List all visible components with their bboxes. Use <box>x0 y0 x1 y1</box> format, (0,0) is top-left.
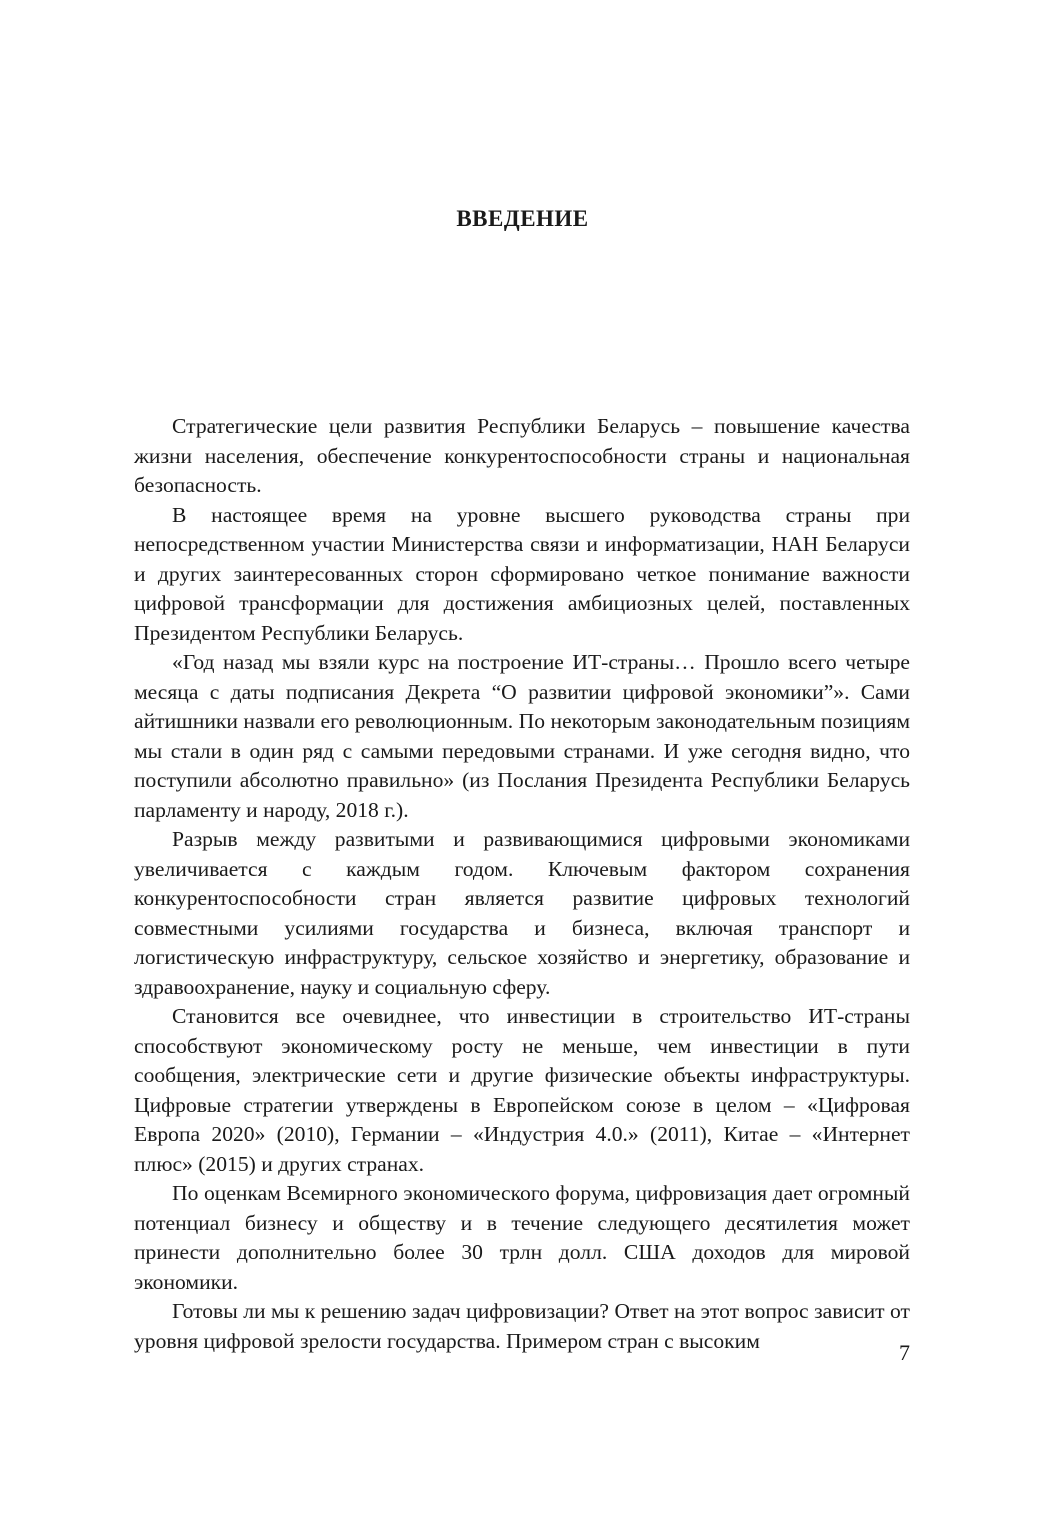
page-number: 7 <box>899 1340 910 1365</box>
paragraph: В настоящее время на уровне высшего руководства страны при непосредственном участии Министерства связи и информатизации, НАН Беларуси и других заинтересованных сторон сформировано четкое понимание важности цифровой трансформации для достижения амбициозных целей, поставленных Президентом Республики Беларусь. <box>134 502 910 645</box>
paragraph: По оценкам Всемирного экономического форума, цифровизация дает огромный потенциал бизнесу и обществу и в течение следующего десятилетия может принести дополнительно более 30 трлн долл. США доходов для мировой экономики. <box>134 1181 910 1294</box>
paragraph: «Год назад мы взяли курс на построение ИТ-страны… Прошло всего четыре месяца с даты подписания Декрета “О развитии цифровой экономики”». Сами айтишники назвали его революционным. По некоторым законодательным позициям мы стали в один ряд с самыми передовыми странами. И уже сегодня видно, что поступили абсолютно правильно» (из Послания Президента Республики Беларусь парламенту и народу, 2018 г.). <box>134 650 910 822</box>
paragraph: Становится все очевиднее, что инвестиции в строительство ИТ-страны способствуют экономическому росту не меньше, чем инвестиции в пути сообщения, электрические сети и другие физические объекты инфраструктуры. Цифровые стратегии утверждены в Европейском союзе в целом – «Цифровая Европа 2020» (2010), Германии – «Индустрия 4.0.» (2011), Китае – «Интернет плюс» (2015) и других странах. <box>134 1004 910 1176</box>
chapter-heading: ВВЕДЕНИЕ <box>456 206 589 231</box>
paragraph: Разрыв между развитыми и развивающимися цифровыми экономиками увеличивается с каждым годом. Ключевым фактором сохранения конкурентоспособности стран является развитие цифровых технологий совместными усилиями государства и бизнеса, включая транспорт и логистическую инфраструктуру, сельское хозяйство и энергетику, образование и здравоохранение, науку и социальную сферу. <box>134 827 910 999</box>
body-text <box>134 412 910 1356</box>
paragraph: Готовы ли мы к решению задач цифровизации? Ответ на этот вопрос зависит от уровня цифровой зрелости государства. Примером стран с высоким <box>134 1299 910 1353</box>
paragraph: Стратегические цели развития Республики Беларусь – повышение качества жизни населения, обеспечение конкурентоспособности страны и национальная безопасность. <box>134 414 910 497</box>
